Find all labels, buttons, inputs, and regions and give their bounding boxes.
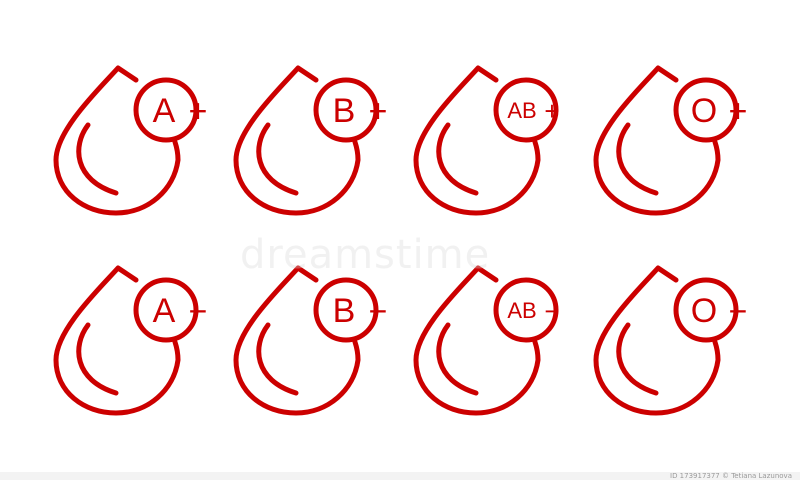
drop-highlight-arc <box>259 125 296 193</box>
rh-negative-sign: − <box>544 296 560 326</box>
rh-positive-sign: + <box>728 93 748 129</box>
drop-highlight-arc <box>79 325 116 393</box>
rh-negative-sign: − <box>368 293 388 329</box>
blood-type-icon-a-positive <box>56 68 207 213</box>
rh-negative-sign: − <box>728 293 748 329</box>
rh-negative-sign: − <box>188 293 208 329</box>
rh-positive-sign: + <box>368 93 388 129</box>
blood-type-letter: AB <box>507 298 537 323</box>
blood-type-icon-o-negative <box>596 268 747 413</box>
blood-type-letter: O <box>690 292 718 330</box>
rh-positive-sign: + <box>544 96 560 126</box>
drop-highlight-arc <box>619 325 656 393</box>
blood-type-letter: B <box>332 92 356 130</box>
blood-type-icon-ab-positive <box>416 68 560 213</box>
blood-type-icon-ab-negative <box>416 268 560 413</box>
drop-highlight-arc <box>259 325 296 393</box>
drop-highlight-arc <box>79 125 116 193</box>
blood-type-icon-b-positive <box>236 68 387 213</box>
blood-type-letter: A <box>152 292 176 330</box>
drop-highlight-arc <box>619 125 656 193</box>
drop-highlight-arc <box>439 125 476 193</box>
footer-credit: ID 173917377 © Tetiana Lazunova <box>670 472 792 480</box>
blood-type-icon-b-negative <box>236 268 387 413</box>
blood-type-letter: AB <box>507 98 537 123</box>
blood-type-letter: A <box>152 92 176 130</box>
blood-type-icon-a-negative <box>56 268 207 413</box>
blood-type-letter: O <box>690 92 718 130</box>
watermark: dreamstime <box>240 232 491 278</box>
drop-highlight-arc <box>439 325 476 393</box>
blood-type-letter: B <box>332 292 356 330</box>
rh-positive-sign: + <box>188 93 208 129</box>
blood-type-icon-o-positive <box>596 68 747 213</box>
